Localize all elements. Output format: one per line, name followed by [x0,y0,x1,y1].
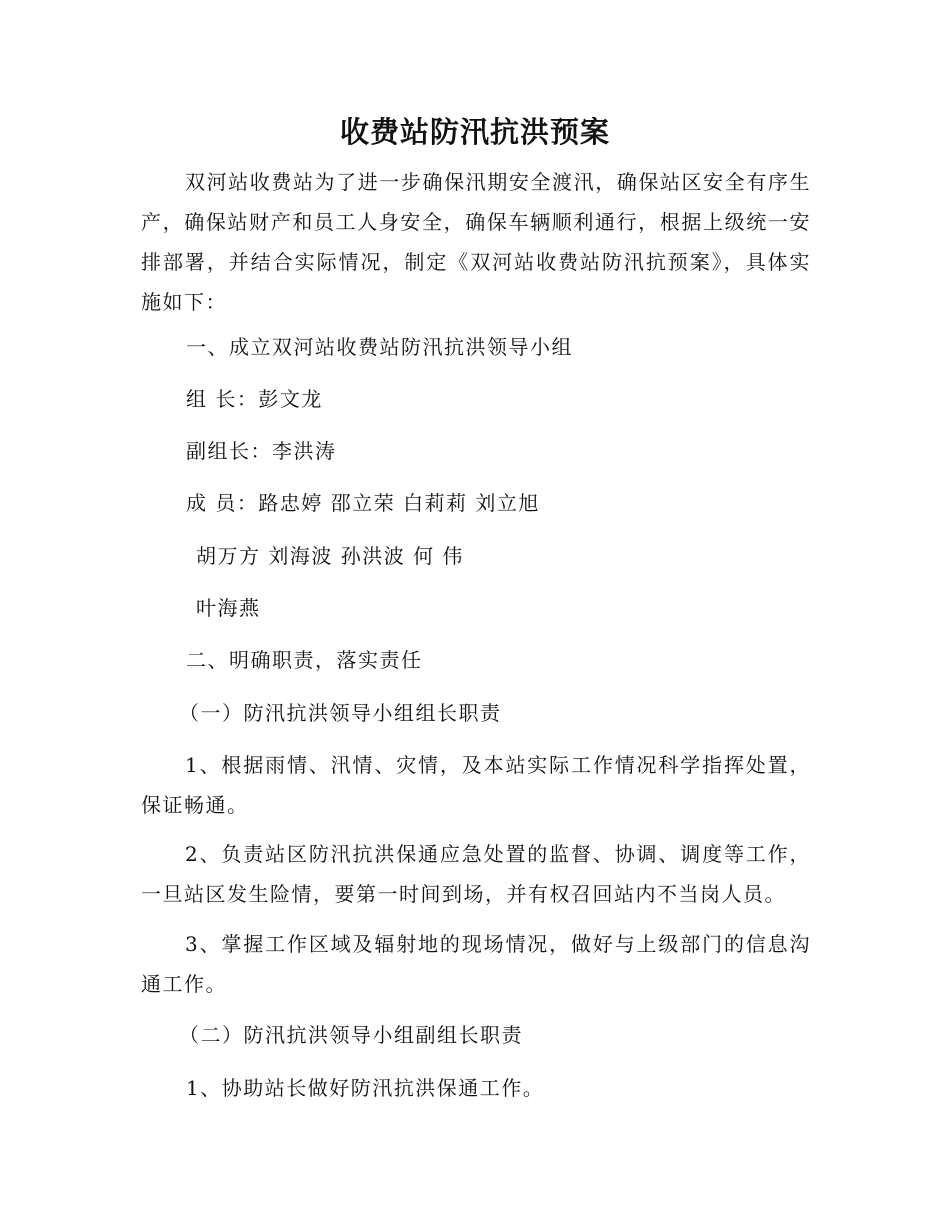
members-line-1: 成 员：路忠婷 邵立荣 白莉莉 刘立旭 [186,491,540,515]
intro-paragraph: 双河站收费站为了进一步确保汛期安全渡汛，确保站区安全有序生产，确保站财产和员工人身安全，确保车辆顺利通行，根据上级统一安排部署，并结合实际情况，制定《双河站收费站防汛抗预案》，具体实施如下： [141,170,811,314]
sub2-heading: （二）防汛抗洪领导小组副组长职责 [179,1023,523,1047]
section1-heading: 一、成立双河站收费站防汛抗洪领导小组 [186,335,573,359]
section2-heading: 二、明确职责，落实责任 [186,648,423,672]
document-title: 收费站防汛抗洪预案 [339,115,610,149]
deputy-leader-line: 副组长：李洪涛 [186,439,337,463]
sub1-item-1: 1、根据雨情、汛情、灾情，及本站实际工作情况科学指挥处置，保证畅通。 [141,753,811,817]
leader-line: 组 长：彭文龙 [186,387,323,411]
sub1-item-2: 2、负责站区防汛抗洪保通应急处置的监督、协调、调度等工作，一旦站区发生险情，要第一时间到场，并有权召回站内不当岗人员。 [141,842,811,906]
members-line-2: 胡万方 刘海波 孙洪波 何 伟 [196,544,464,568]
sub2-item-1: 1、协助站长做好防汛抗洪保通工作。 [186,1076,545,1100]
sub1-item-3: 3、掌握工作区域及辐射地的现场情况，做好与上级部门的信息沟通工作。 [141,932,811,996]
members-line-3: 叶海燕 [196,596,261,620]
sub1-heading: （一）防汛抗洪领导小组组长职责 [179,701,502,725]
